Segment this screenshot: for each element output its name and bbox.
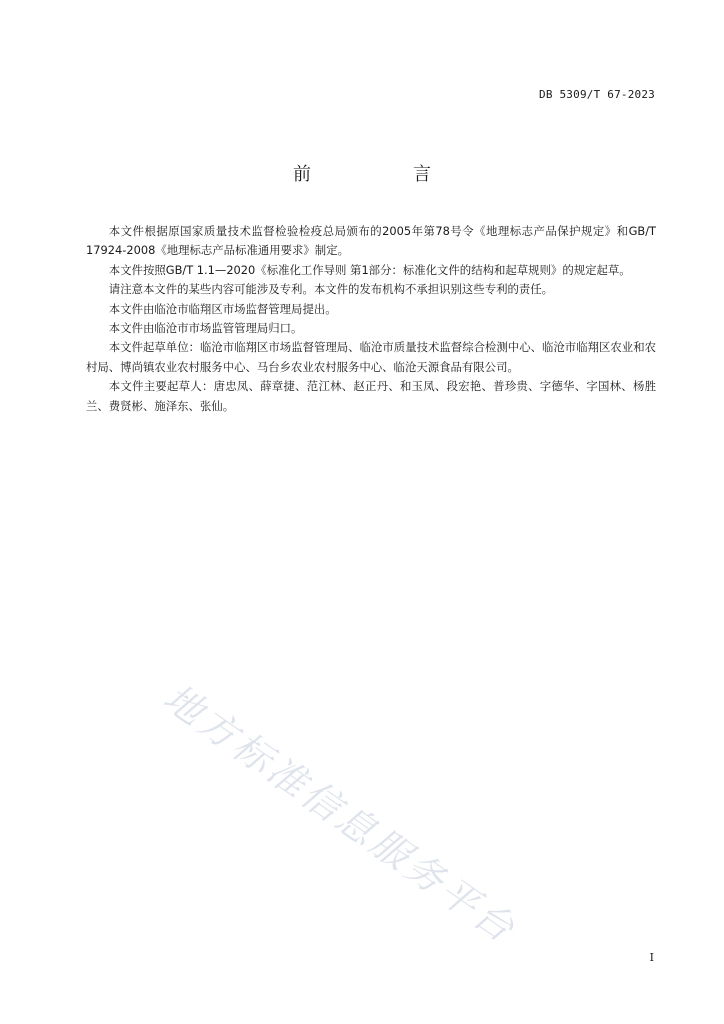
paragraph-basis: 本文件根据原国家质量技术监督检验检疫总局颁布的2005年第78号令《地理标志产品保护规定》和GB/T 17924-2008《地理标志产品标准通用要求》制定。 [86,224,656,258]
paragraph-proposed-by: 本文件由临沧市临翔区市场监督管理局提出。 [108,301,337,316]
paragraph-drafting-units: 本文件起草单位：临沧市临翔区市场监督管理局、临沧市质量技术监督综合检测中心、临沧市临翔区农业和农村局、博尚镇农业农村服务中心、马台乡农业农村服务中心、临沧天源食品有限公司。 [86,340,656,374]
section-heading: 前 言 [293,164,473,185]
document-code: DB 5309/T 67-2023 [539,88,655,101]
foreword-body [86,222,656,416]
page-number: I [649,951,654,964]
paragraph-drafters: 本文件主要起草人：唐忠凤、薛章捷、范江林、赵正丹、和玉凤、段宏艳、普珍贵、字德华、字国林、杨胜兰、费贤彬、施泽东、张仙。 [86,379,656,413]
watermark-text: 地方标准信息服务平台 [155,675,525,953]
paragraph-under-jurisdiction: 本文件由临沧市市场监管管理局归口。 [108,321,303,336]
paragraph-drafting-rules: 本文件按照GB/T 1.1—2020《标准化工作导则 第1部分：标准化文件的结构和起草规则》的规定起草。 [108,262,631,277]
paragraph-patent-notice: 请注意本文件的某些内容可能涉及专利。本文件的发布机构不承担识别这些专利的责任。 [108,282,554,297]
